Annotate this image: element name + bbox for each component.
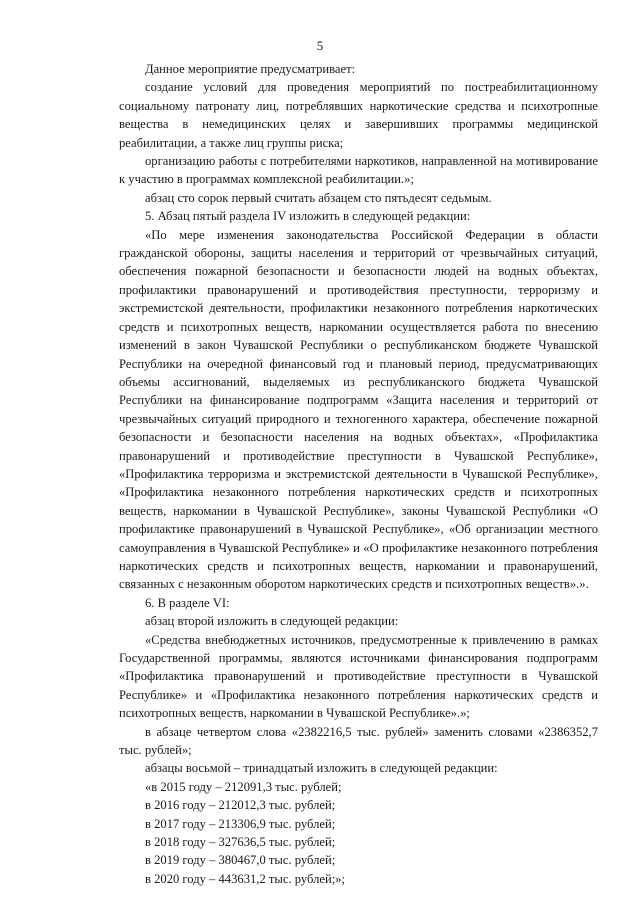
paragraph: абзац второй изложить в следующей редакции:	[145, 614, 399, 629]
paragraph: Данное мероприятие предусматривает:	[145, 62, 356, 76]
list-item: в 2016 году – 212012,3 тыс. рублей;	[145, 798, 336, 813]
paragraph: абзац сто сорок первый считать абзацем сто пятьдесят седьмым.	[145, 190, 492, 205]
paragraph: создание условий для проведения мероприятий по постреабилитационному социальному патронату лиц, потреблявших наркотические средства и психотропные вещества в немедицинских целях и завершивших программы медицинской реабилитации, а также лиц группы риска;	[119, 80, 598, 150]
document-body	[119, 60, 598, 888]
list-item: в 2019 году – 380467,0 тыс. рублей;	[145, 853, 336, 868]
list-item: «в 2015 году – 212091,3 тыс. рублей;	[145, 779, 342, 794]
list-item: в 2020 году – 443631,2 тыс. рублей;»;	[145, 871, 346, 886]
paragraph: организацию работы с потребителями наркотиков, направленной на мотивирование к участию в программах комплексной реабилитации.»;	[119, 154, 598, 187]
paragraph: «По мере изменения законодательства Российской Федерации в области гражданской обороны, защиты населения и территорий от чрезвычайных ситуаций, обеспечения пожарной безопасности и безопасности людей на водных объектах, профилактики правонарушений и противодействия преступности, терроризму и экстремистской деятельности, профилактики незаконного потребления наркотических средств и психотропных веществ, наркомании осуществляется работа по внесению изменений в закон Чувашской Республики о республиканском бюджете Чувашской Республики на очередной финансовый год и плановый период, предусматривающих объемы ассигнований, выделяемых из республиканского бюджета Чувашской Республики на финансирование подпрограмм «Защита населения и территорий от чрезвычайных ситуаций природного и техногенного характера, обеспечение пожарной безопасности и безопасности населения на водных объектах», «Профилактика правонарушений и противодействие преступности в Чувашской Республике», «Профилактика терроризма и экстремистской деятельности в Чувашской Республике», «Профилактика незаконного потребления наркотических средств и психотропных веществ, наркомании в Чувашской Республике», законы Чувашской Республики «О профилактике правонарушений в Чувашской Республике», «Об организации местного самоуправления в Чувашской Республике» и «О профилактике незаконного потребления наркотических средств и психотропных веществ, наркомании и правонарушений, связанных с незаконным оборотом наркотических средств и психотропных веществ».».	[119, 227, 598, 592]
paragraph: 6. В разделе VI:	[145, 595, 230, 610]
list-item: в 2018 году – 327636,5 тыс. рублей;	[145, 835, 336, 850]
paragraph: абзацы восьмой – тринадцатый изложить в следующей редакции:	[145, 761, 498, 776]
list-item: в 2017 году – 213306,9 тыс. рублей;	[145, 816, 336, 831]
page-number: 5	[316, 38, 324, 53]
paragraph: «Средства внебюджетных источников, предусмотренные к привлечению в рамках Государственной программы, являются источниками финансирования подпрограмм «Профилактика правонарушений и противодействие преступности в Чувашской Республике» и «Профилактика незаконного потребления наркотических средств и психотропных веществ, наркомании в Чувашской Республике».»;	[119, 632, 598, 721]
paragraph: 5. Абзац пятый раздела IV изложить в следующей редакции:	[145, 209, 471, 224]
paragraph: в абзаце четвертом слова «2382216,5 тыс. рублей» заменить словами «2386352,7 тыс. рублей»;	[119, 724, 598, 758]
